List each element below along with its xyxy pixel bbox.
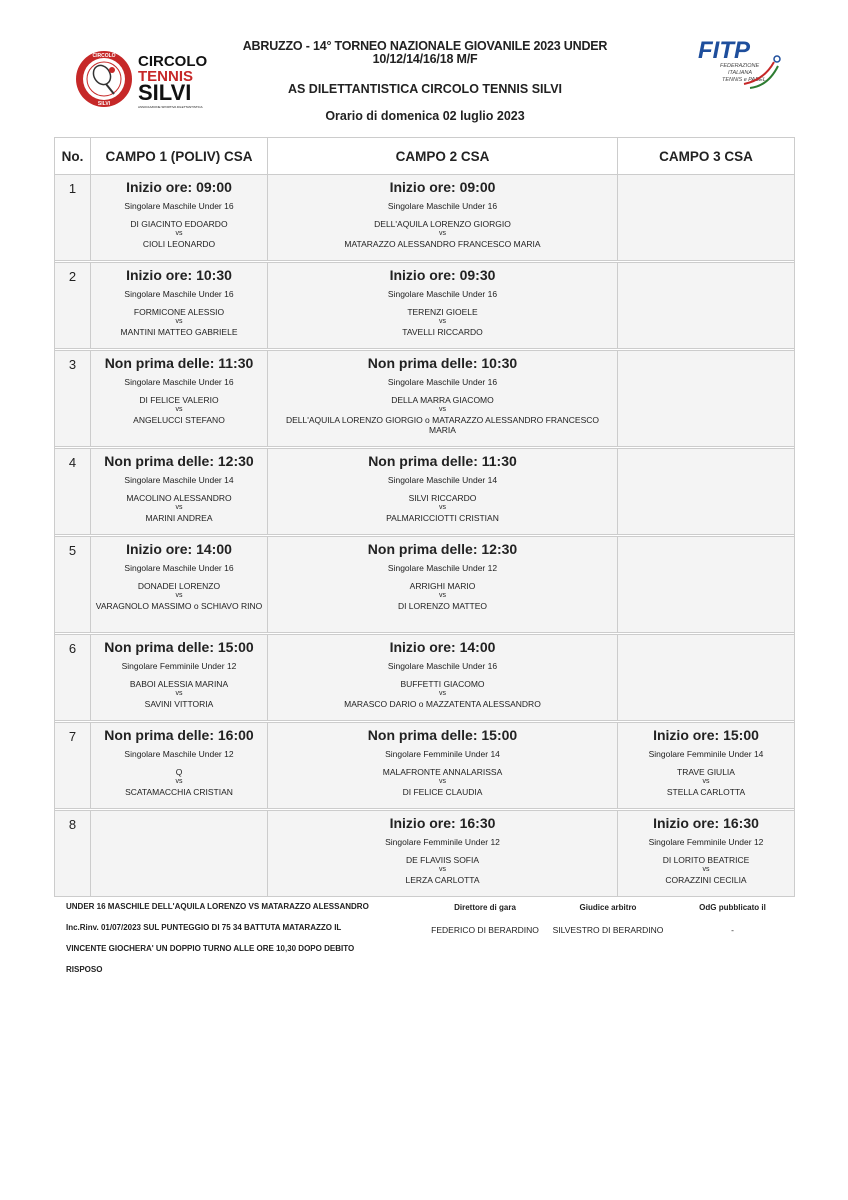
player-one: SILVI RICCARDO xyxy=(408,493,477,503)
schedule-rows xyxy=(55,175,795,897)
director-label: Direttore di gara xyxy=(454,903,516,912)
row-number: 3 xyxy=(55,351,91,447)
versus-label: vs xyxy=(439,406,446,413)
match-cell-c3 xyxy=(618,351,795,447)
row-number: 1 xyxy=(55,175,91,261)
director-value: FEDERICO DI BERARDINO xyxy=(431,925,539,935)
match-card xyxy=(91,449,267,529)
player-two: STELLA CARLOTTA xyxy=(666,787,746,797)
player-one: TRAVE GIULIA xyxy=(677,767,735,777)
svg-text:SILVI: SILVI xyxy=(97,101,111,107)
tournament-title-line1: ABRUZZO - 14° TORNEO NAZIONALE GIOVANILE 2023 UNDER xyxy=(242,39,608,53)
published-value: - xyxy=(731,925,734,935)
match-cell-c2 xyxy=(268,351,618,447)
svg-text:ITALIANA: ITALIANA xyxy=(728,70,753,76)
player-one: DONADEI LORENZO xyxy=(137,581,221,591)
match-time: Inizio ore: 09:30 xyxy=(389,267,496,283)
player-one: BUFFETTI GIACOMO xyxy=(400,679,485,689)
player-two: DI FELICE CLAUDIA xyxy=(402,787,483,797)
published-label: OdG pubblicato il xyxy=(699,903,766,912)
player-two: TAVELLI RICCARDO xyxy=(402,327,483,337)
player-two: SAVINI VITTORIA xyxy=(144,699,214,709)
tournament-title xyxy=(215,40,635,66)
player-two: MARINI ANDREA xyxy=(145,513,213,523)
versus-label: vs xyxy=(175,230,183,237)
match-cell-c1 xyxy=(91,175,268,261)
match-category: Singolare Maschile Under 16 xyxy=(387,201,498,211)
match-time: Non prima delle: 15:00 xyxy=(367,727,518,743)
match-cell-c1 xyxy=(91,351,268,447)
footer-note-line: UNDER 16 MASCHILE DELL'AQUILA LORENZO VS MATARAZZO ALESSANDRO xyxy=(66,902,369,911)
svg-text:ASSOCIAZIONE SPORTIVA DILETTAN: ASSOCIAZIONE SPORTIVA DILETTANTISTICA xyxy=(138,105,203,109)
row-number: 4 xyxy=(55,449,91,535)
match-card xyxy=(268,351,617,441)
match-cell-c2 xyxy=(268,635,618,721)
tennis-racket-icon xyxy=(72,48,222,110)
match-time: Non prima delle: 16:00 xyxy=(104,727,254,743)
referee-label: Giudice arbitro xyxy=(579,903,637,912)
versus-label: vs xyxy=(175,406,183,413)
versus-label: vs xyxy=(439,778,446,785)
match-cell-c2 xyxy=(268,723,618,809)
match-cell-c3 xyxy=(618,811,795,897)
match-cell-c2 xyxy=(268,263,618,349)
versus-label: vs xyxy=(175,592,183,599)
player-two: SCATAMACCHIA CRISTIAN xyxy=(125,787,233,797)
match-cell-c3 xyxy=(618,723,795,809)
match-category: Singolare Maschile Under 16 xyxy=(387,661,498,671)
player-two: MANTINI MATTEO GABRIELE xyxy=(120,327,238,337)
player-one: Q xyxy=(175,767,183,777)
fitp-logo xyxy=(690,36,785,96)
match-category: Singolare Maschile Under 14 xyxy=(124,475,234,485)
player-one: DELL'AQUILA LORENZO GIORGIO xyxy=(374,219,511,229)
versus-label: vs xyxy=(175,504,183,511)
footer-note-line: RISPOSO xyxy=(66,965,103,974)
row-number: 7 xyxy=(55,723,91,809)
match-card xyxy=(91,723,267,803)
versus-label: vs xyxy=(439,318,446,325)
match-time: Inizio ore: 14:00 xyxy=(126,541,232,557)
match-card xyxy=(268,635,617,715)
versus-label: vs xyxy=(175,778,183,785)
footer-note-line: VINCENTE GIOCHERA' UN DOPPIO TURNO ALLE ORE 10,30 DOPO DEBITO xyxy=(66,944,355,953)
player-one: BABOI ALESSIA MARINA xyxy=(129,679,229,689)
match-cell-c2 xyxy=(268,537,618,633)
match-cell-c1 xyxy=(91,263,268,349)
match-cell-c3 xyxy=(618,537,795,633)
svg-text:TENNIS: TENNIS xyxy=(138,68,194,85)
schedule-date: Orario di domenica 02 luglio 2023 xyxy=(325,109,525,123)
match-card xyxy=(91,635,267,715)
match-cell-c1 xyxy=(91,635,268,721)
match-time: Non prima delle: 11:30 xyxy=(104,355,254,371)
match-category: Singolare Maschile Under 16 xyxy=(387,289,498,299)
player-one: DI GIACINTO EDOARDO xyxy=(130,219,228,229)
versus-label: vs xyxy=(175,318,183,325)
match-time: Inizio ore: 14:00 xyxy=(389,639,496,655)
match-cell-c2 xyxy=(268,449,618,535)
player-one: TERENZI GIOELE xyxy=(407,307,478,317)
player-one: MALAFRONTE ANNALARISSA xyxy=(382,767,503,777)
tournament-title-line2: 10/12/14/16/18 M/F xyxy=(372,52,478,66)
match-card xyxy=(91,537,267,617)
row-number: 2 xyxy=(55,263,91,349)
match-card xyxy=(268,537,617,617)
match-cell-c3 xyxy=(618,449,795,535)
match-cell-c1 xyxy=(91,723,268,809)
match-category: Singolare Femminile Under 12 xyxy=(648,837,764,847)
column-header-campo1: CAMPO 1 (POLIV) CSA xyxy=(91,138,268,175)
table-row xyxy=(55,175,795,261)
match-category: Singolare Maschile Under 12 xyxy=(124,749,234,759)
player-two: ANGELUCCI STEFANO xyxy=(133,415,225,425)
match-cell-c1 xyxy=(91,811,268,897)
row-number: 5 xyxy=(55,537,91,633)
svg-text:TENNIS e PADEL: TENNIS e PADEL xyxy=(722,77,766,83)
match-category: Singolare Maschile Under 12 xyxy=(387,563,498,573)
referee-value: SILVESTRO DI BERARDINO xyxy=(552,925,664,935)
table-header-row xyxy=(55,138,795,175)
table-row xyxy=(55,449,795,535)
match-time: Inizio ore: 09:00 xyxy=(126,179,232,195)
match-category: Singolare Femminile Under 14 xyxy=(648,749,764,759)
player-two: MARASCO DARIO o MAZZATENTA ALESSANDRO xyxy=(344,699,541,709)
player-two: MATARAZZO ALESSANDRO FRANCESCO MARIA xyxy=(344,239,541,249)
match-time: Inizio ore: 16:30 xyxy=(389,815,496,831)
svg-text:FEDERAZIONE: FEDERAZIONE xyxy=(720,63,760,69)
schedule-table xyxy=(54,137,795,897)
match-time: Inizio ore: 09:00 xyxy=(389,179,496,195)
versus-label: vs xyxy=(175,690,183,697)
match-cell-c3 xyxy=(618,635,795,721)
player-one: MACOLINO ALESSANDRO xyxy=(126,493,232,503)
table-row xyxy=(55,723,795,809)
footer-notes xyxy=(66,896,411,980)
svg-text:FITP: FITP xyxy=(698,37,750,64)
player-two: DI LORENZO MATTEO xyxy=(397,601,488,611)
match-time: Non prima delle: 11:30 xyxy=(368,453,517,469)
versus-label: vs xyxy=(702,778,710,785)
match-cell-c2 xyxy=(268,811,618,897)
versus-label: vs xyxy=(439,504,446,511)
column-header-campo2: CAMPO 2 CSA xyxy=(268,138,618,175)
player-one: DI FELICE VALERIO xyxy=(139,395,219,405)
match-cell-c3 xyxy=(618,263,795,349)
circolo-tennis-silvi-logo xyxy=(72,48,222,110)
match-card xyxy=(91,175,267,255)
match-category: Singolare Maschile Under 16 xyxy=(124,289,234,299)
match-card xyxy=(618,811,794,891)
match-card xyxy=(268,263,617,343)
match-card xyxy=(268,811,617,891)
versus-label: vs xyxy=(439,866,446,873)
match-category: Singolare Maschile Under 14 xyxy=(387,475,498,485)
table-row xyxy=(55,811,795,897)
match-card xyxy=(268,175,617,255)
footer-note-line: Inc.Rinv. 01/07/2023 SUL PUNTEGGIO DI 75 34 BATTUTA MATARAZZO IL xyxy=(66,923,342,932)
match-cell-c3 xyxy=(618,175,795,261)
player-one: FORMICONE ALESSIO xyxy=(133,307,225,317)
match-category: Singolare Maschile Under 16 xyxy=(387,377,498,387)
table-row xyxy=(55,537,795,633)
match-time: Inizio ore: 15:00 xyxy=(653,727,759,743)
player-two: PALMARICCIOTTI CRISTIAN xyxy=(386,513,499,523)
match-time: Non prima delle: 10:30 xyxy=(367,355,518,371)
versus-label: vs xyxy=(702,866,710,873)
match-time: Non prima delle: 12:30 xyxy=(367,541,518,557)
player-one: DE FLAVIIS SOFIA xyxy=(405,855,480,865)
svg-text:CIRCOLO: CIRCOLO xyxy=(92,53,116,59)
match-time: Non prima delle: 12:30 xyxy=(104,453,254,469)
svg-text:SILVI: SILVI xyxy=(138,80,192,105)
match-time: Non prima delle: 15:00 xyxy=(104,639,254,655)
player-two: CORAZZINI CECILIA xyxy=(665,875,747,885)
match-card xyxy=(91,263,267,343)
match-cell-c1 xyxy=(91,449,268,535)
match-time: Inizio ore: 10:30 xyxy=(126,267,232,283)
match-card xyxy=(618,723,794,803)
player-one: DELLA MARRA GIACOMO xyxy=(391,395,494,405)
versus-label: vs xyxy=(439,230,446,237)
table-row xyxy=(55,635,795,721)
player-two: DELL'AQUILA LORENZO GIORGIO o MATARAZZO ALESSANDRO FRANCESCO MARIA xyxy=(285,415,600,435)
match-time: Inizio ore: 16:30 xyxy=(653,815,759,831)
match-category: Singolare Femminile Under 12 xyxy=(385,837,500,847)
organizer-name: AS DILETTANTISTICA CIRCOLO TENNIS SILVI xyxy=(287,82,563,96)
match-card xyxy=(268,723,617,803)
column-header-campo3: CAMPO 3 CSA xyxy=(618,138,795,175)
match-category: Singolare Maschile Under 16 xyxy=(124,563,234,573)
fitp-logo-icon xyxy=(690,36,785,96)
match-card xyxy=(91,351,267,431)
player-two: CIOLI LEONARDO xyxy=(142,239,216,249)
versus-label: vs xyxy=(439,592,446,599)
player-two: VARAGNOLO MASSIMO o SCHIAVO RINO xyxy=(95,601,263,611)
svg-text:CIRCOLO: CIRCOLO xyxy=(138,53,208,70)
versus-label: vs xyxy=(439,690,446,697)
match-category: Singolare Femminile Under 14 xyxy=(385,749,500,759)
match-cell-c2 xyxy=(268,175,618,261)
match-category: Singolare Femminile Under 12 xyxy=(121,661,237,671)
row-number: 6 xyxy=(55,635,91,721)
match-category: Singolare Maschile Under 16 xyxy=(124,201,234,211)
match-cell-c1 xyxy=(91,537,268,633)
player-one: ARRIGHI MARIO xyxy=(409,581,476,591)
match-category: Singolare Maschile Under 16 xyxy=(124,377,234,387)
page-header xyxy=(0,0,848,135)
player-one: DI LORITO BEATRICE xyxy=(662,855,750,865)
row-number: 8 xyxy=(55,811,91,897)
match-card xyxy=(268,449,617,529)
table-row xyxy=(55,351,795,447)
table-row xyxy=(55,263,795,349)
column-header-no: No. xyxy=(55,138,91,175)
player-two: LERZA CARLOTTA xyxy=(405,875,480,885)
